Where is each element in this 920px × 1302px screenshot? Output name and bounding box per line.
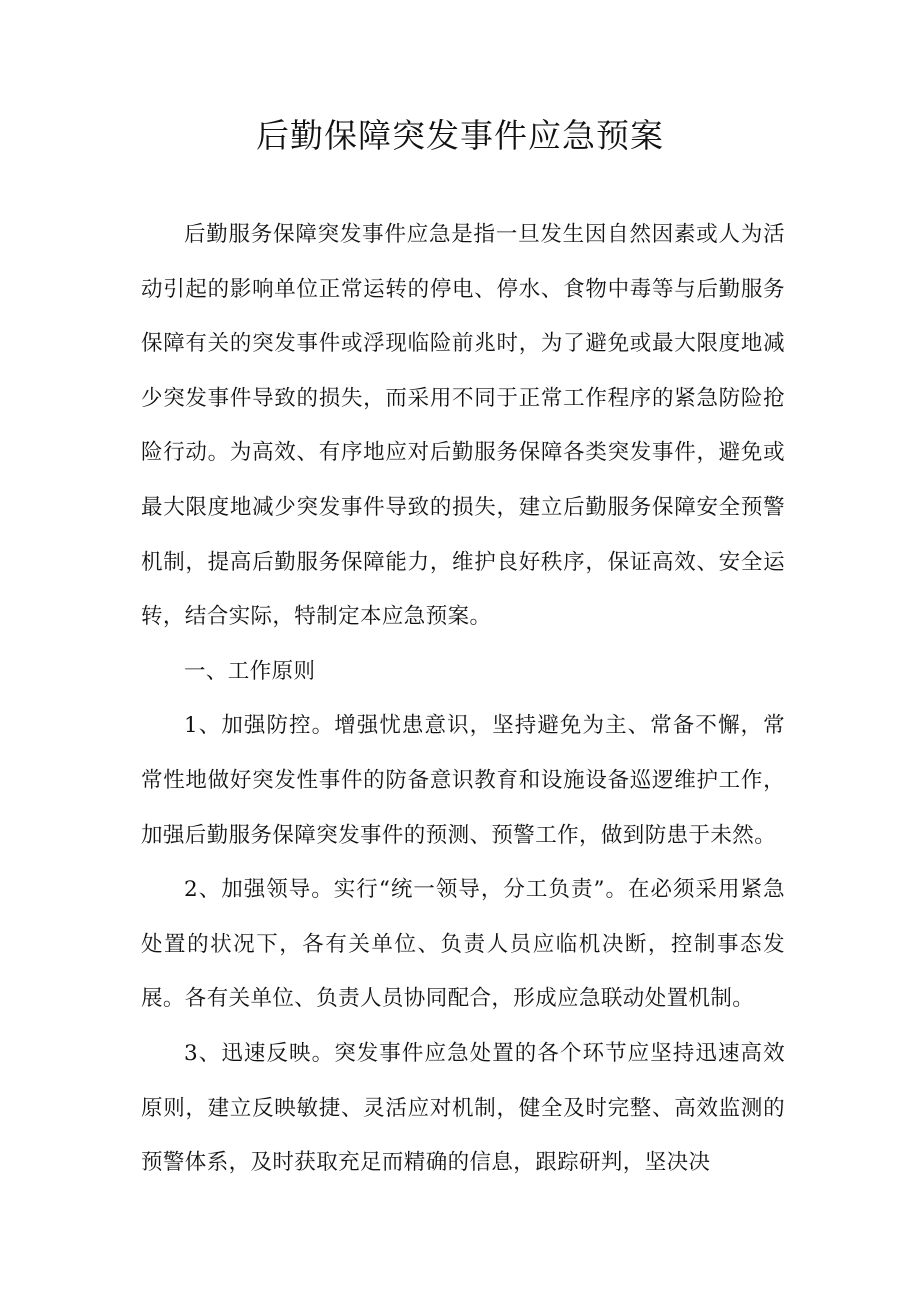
principle-paragraph-3: 3、迅速反映。突发事件应急处置的各个环节应坚持迅速高效原则，建立反映敏捷、灵活应对机制，健全及时完整、高效监测的预警体系，及时获取充足而精确的信息，跟踪研判，坚决决 — [141, 1040, 785, 1176]
principle-paragraph-2: 2、加强领导。实行“统一领导，分工负责”。在必须采用紧急处置的状况下，各有关单位、负责人员应临机决断，控制事态发展。各有关单位、负责人员协同配合，形成应急联动处置机制。 — [141, 877, 785, 1012]
document-title: 后勤保障突发事件应急预案 — [256, 116, 664, 155]
document-body — [141, 208, 785, 1191]
principle-paragraph-1: 1、加强防控。增强忧患意识，坚持避免为主、常备不懈，常常性地做好突发性事件的防备意识教育和设施设备巡逻维护工作，加强后勤服务保障突发事件的预测、预警工作，做到防患于未然。 — [141, 713, 785, 848]
section-heading-work-principles: 一、工作原则 — [184, 658, 316, 684]
intro-paragraph: 后勤服务保障突发事件应急是指一旦发生因自然因素或人为活动引起的影响单位正常运转的停电、停水、食物中毒等与后勤服务保障有关的突发事件或浮现临险前兆时，为了避免或最大限度地减少突发事件导致的损失，而采用不同于正常工作程序的紧急防险抢险行动。为高效、有序地应对后勤服务保障各类突发事件，避免或最大限度地减少突发事件导致的损失，建立后勤服务保障安全预警机制，提高后勤服务保障能力，维护良好秩序，保证高效、安全运转，结合实际，特制定本应急预案。 — [141, 222, 785, 630]
